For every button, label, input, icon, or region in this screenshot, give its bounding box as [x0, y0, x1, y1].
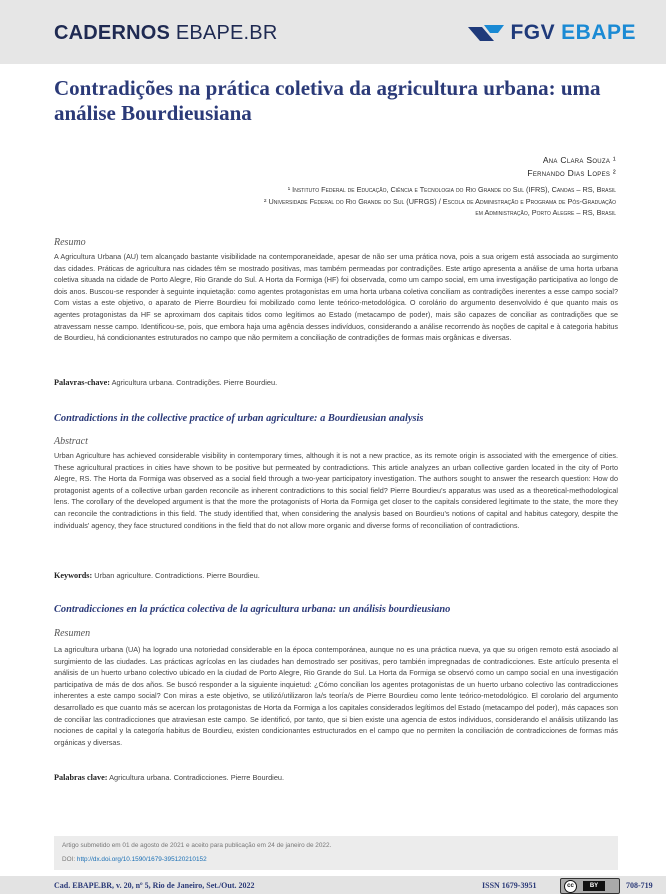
journal-logo: CADERNOS EBAPE.BR — [54, 22, 278, 44]
page-footer — [0, 876, 666, 894]
resumen-heading: Resumen — [54, 628, 91, 639]
by-icon: BY — [583, 881, 605, 891]
fgv-wing-icon — [468, 23, 504, 43]
english-title: Contradictions in the collective practice of urban agriculture: a Bourdieusian analysis — [54, 413, 424, 424]
doi-link[interactable]: http://dx.doi.org/10.1590/1679-395120210152 — [76, 856, 207, 863]
resumen-keywords: Palabras clave: Agricultura urbana. Contradicciones. Pierre Bourdieu. — [54, 773, 285, 782]
submission-dates: Artigo submetido em 01 de agosto de 2021 e aceito para publicação em 24 de janeiro de 2022. — [62, 842, 332, 849]
cc-icon: cc — [564, 880, 577, 893]
page-range: 708-719 — [626, 881, 653, 890]
author-name: Fernando Dias Lopes ² — [527, 168, 616, 178]
journal-citation: Cad. EBAPE.BR, v. 20, nº 5, Rio de Janeiro, Set./Out. 2022 — [54, 881, 255, 890]
abstract-text: Urban Agriculture has achieved considerable visibility in contemporary times, although it is not a new practice, as its remote origin is associated with the emergence of cities. These agricultural practices in cities have shown to be positive but permeated by contradictions. This article analyzes an urban collective garden located in the city of Porto Alegre, RS. The Horta da Formiga was observed as a social field through a two-year participatory investigation. The authors sought to answer the research question: How do protagonist agents of a collective urban garden reconcile as inherent contradictions to this social field? Pierre Bourdieu's apparatus was used as a theoretical-methodological lens. The corollary of the developed argument is that the more the protagonists of Horta da Formiga get closer to the capitals considered legitimate to the state, the more they can reconcile the contradictions in this field. The study identified that, when considering the analysis based on Bourdieu's notions of capital and habitus category, despite the individuals' agency, they face structured conditions in the field that do not allow more organic and diverse forms of reconciliation of contradictions. — [54, 451, 618, 530]
cc-license-badge[interactable] — [560, 878, 620, 894]
fgv-ebape-logo: FGV EBAPE — [468, 21, 636, 45]
abstract-keywords: Keywords: Urban agriculture. Contradictions. Pierre Bourdieu. — [54, 571, 260, 580]
author-name: Ana Clara Souza ¹ — [542, 155, 616, 165]
submission-info — [54, 836, 618, 870]
article-title: Contradições na prática coletiva da agricultura urbana: uma análise Bourdieusiana — [54, 76, 601, 125]
affiliation: em Administração, Porto Alegre – RS, Brasil — [475, 208, 616, 217]
journal-header — [0, 0, 666, 64]
resumo-heading: Resumo — [54, 237, 86, 248]
resumo-keywords: Palavras-chave: Agricultura urbana. Contradições. Pierre Bourdieu. — [54, 378, 278, 387]
doi-line: DOI: http://dx.doi.org/10.1590/1679-395120210152 — [62, 856, 207, 863]
affiliation-list — [264, 184, 616, 219]
spanish-title: Contradicciones en la práctica colectiva de la agricultura urbana: un análisis bourdieusiano — [54, 604, 451, 615]
resumen-text: La agricultura urbana (UA) ha logrado una notoriedad considerable en la época contemporánea, aunque no es una práctica nueva, ya que su origen remoto está asociado al surgimiento de las ciudades. Las prácticas agrícolas en las ciudades han demostrado ser positivas, pero también impregnadas de contradicciones. Este artículo presenta el análisis de un huerto urbano colectivo ubicado en la ciudad de Porto Alegre, Rio Grande do Sul. La Horta da Formiga se observó como un campo social en una investigación participativa de más de dos años. Se buscó responder a la siguiente inquietud: ¿Cómo concilian los agentes protagonistas de un huerto urbano colectivo las contradicciones inherentes a este campo social? Con miras a este objetivo, se utilizó/utilizaron la/s teoría/s de Pierre Bourdieu como lente teórico-metodológico. El corolario del argumento desarrollado es que cuanto más se acercan los protagonistas de Horta da Formiga a los capitales considerados legítimos del Estado (metacampo del poder), más capaces son de conciliar las contradicciones que atraviesan este campo. Se identificó, por tanto, que si bien existe una agencia de estos individuos, considerando el análisis utilizando las nociones de capital y la categoría habitus de Bourdieu, existen condicionantes estructurados en el campo que no permiten la conciliación de contradicciones de formas más orgánicas y diversas. — [54, 645, 618, 747]
author-list — [527, 154, 616, 180]
resumo-text: A Agricultura Urbana (AU) tem alcançado bastante visibilidade na contemporaneidade, apesar de não ser uma prática nova, pois a sua origem está associada ao surgimento das cidades. Práticas de agricultura nas cidades têm se mostrado positivas, mas também permeadas por contradições. Este artigo apresenta a análise de uma horta urbana coletiva situada na cidade de Porto Alegre, Rio Grande do Sul. A Horta da Formiga (HF) foi observada, como um campo social, em uma investigação participativa ao longo de dois anos. Buscou-se responder à seguinte inquietação: como agentes protagonistas em uma horta urbana coletiva conciliam as contradições inerentes a esse campo social? Com vistas a este objetivo, o aparato de Pierre Bourdieu foi mobilizado como lente teórico-metodológica. O corolário do argumento desenvolvido é que quanto mais os agentes protagonistas da HF se aproximam dos capitais tidos como legítimos ao Estado (metacampo de poder), mais são capazes de conciliar as contradições que se atravessam nesse campo. Identificou-se, pois, que embora haja uma agência desses indivíduos, considerando a análise recorrendo às noções de capital e à categoria habitus de Bourdieu, há condicionantes estruturados no campo que não permitem a conciliação de contradições de formas mais orgânicas e diversas. — [54, 252, 618, 343]
issn: ISSN 1679-3951 — [482, 881, 537, 890]
affiliation: ¹ Instituto Federal de Educação, Ciência e Tecnologia do Rio Grande do Sul (IFRS), Canoas – RS, Brasil — [287, 185, 616, 194]
abstract-heading: Abstract — [54, 436, 88, 447]
affiliation: ² Universidade Federal do Rio Grande do Sul (UFRGS) / Escola de Administração e Programa de Pós-Graduação — [264, 196, 616, 206]
